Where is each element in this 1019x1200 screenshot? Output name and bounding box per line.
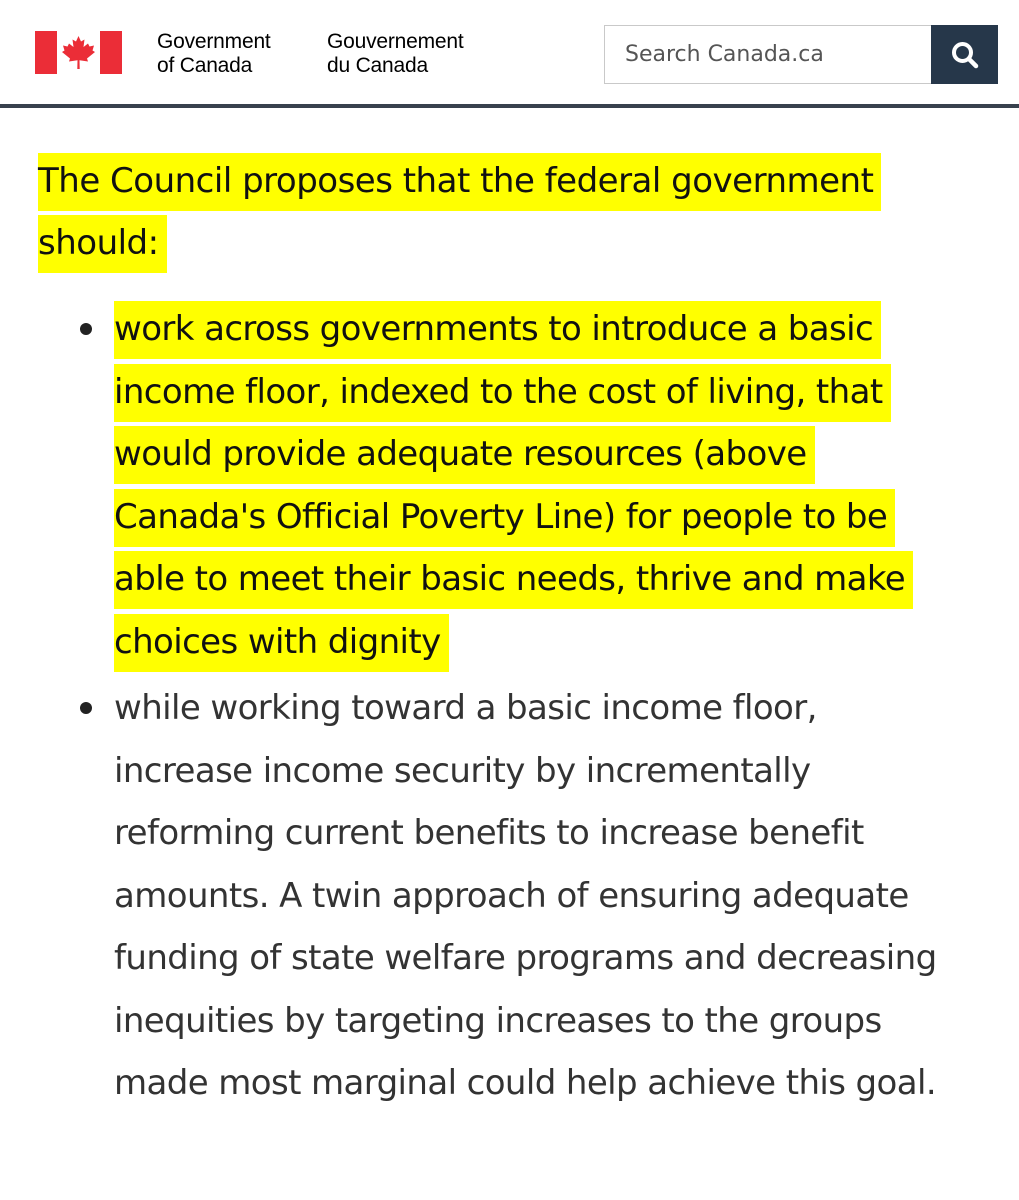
signature-english[interactable]	[157, 30, 271, 78]
signature-fr-line-2: du Canada	[327, 54, 428, 77]
recommendation-list	[38, 298, 998, 1115]
list-item	[38, 298, 954, 673]
bullet-dot-icon	[80, 323, 92, 335]
main-content	[38, 150, 998, 1115]
signature-fr-line-1: Gouvernement	[327, 30, 464, 53]
lead-paragraph	[38, 150, 958, 274]
canada-flag-icon[interactable]	[35, 31, 122, 74]
highlighted-lead-text: The Council proposes that the federal government should:	[38, 153, 881, 273]
list-item	[38, 677, 954, 1115]
signature-french[interactable]	[327, 30, 464, 78]
signature-en-line-2: of Canada	[157, 54, 253, 77]
bullet-text: while working toward a basic income floor, increase income security by incrementally reforming current benefits to increase benefit amounts. A twin approach of ensuring adequate funding of state welfare programs and decreasing inequities by targeting increases to the groups made most marginal could help achieve this goal.	[114, 688, 937, 1103]
highlighted-bullet-text: work across governments to introduce a basic income floor, indexed to the cost of living, that would provide adequate resources (above Canada's Official Poverty Line) for people to be able to meet their basic needs, thrive and make choices with dignity	[114, 301, 913, 672]
search-form	[604, 25, 998, 84]
search-input[interactable]	[604, 25, 931, 84]
search-button[interactable]	[931, 25, 998, 84]
site-header	[0, 0, 1019, 108]
signature-en-line-1: Government	[157, 30, 271, 53]
bullet-dot-icon	[80, 702, 92, 714]
magnifier-icon	[950, 40, 980, 70]
